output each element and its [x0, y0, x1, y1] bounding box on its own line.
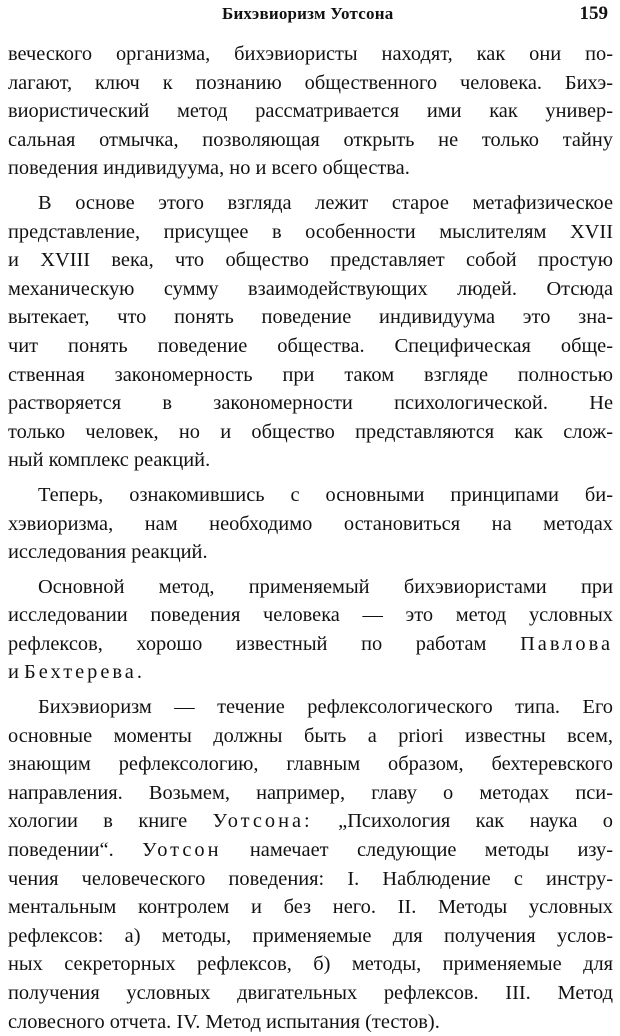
text-line	[8, 630, 613, 659]
text-line: ственная закономерность при таком взгляде полностью	[8, 363, 613, 386]
text-line: и XVIII века, что общество представляет собой простую	[8, 249, 613, 272]
paragraph-3	[8, 481, 613, 567]
spaced-name: Бехтерева.	[24, 661, 145, 684]
text-line: представление, присущее в особенности мыслителям XVII	[8, 220, 613, 243]
text-line: механическую сумму взаимодействующих людей. Отсюда	[8, 277, 613, 300]
running-head: Бихэвиоризм Уотсона	[222, 4, 394, 23]
text-line: направления. Возьмем, например, главу о методах пси-	[8, 781, 613, 804]
text-line: сальная отмычка, позволяющая открыть не только тайну	[8, 128, 613, 151]
text-line	[8, 658, 613, 687]
body-text	[8, 40, 613, 1036]
text-line: лагают, ключ к познанию общественного человека. Бихэ-	[8, 71, 613, 94]
text-fragment: намечает следующие методы изу-	[249, 839, 613, 862]
paragraph-5	[8, 693, 613, 1036]
paragraph-1	[8, 40, 613, 183]
text-line: только человек, но и общество представляются как слож-	[8, 420, 613, 443]
text-line: Теперь, ознакомившись с основными принципами би-	[38, 483, 613, 506]
text-line: виористический метод рассматривается ими как универ-	[8, 100, 613, 123]
text-line: Бихэвиоризм — течение рефлексологического типа. Его	[38, 696, 613, 719]
text-line: чит понять поведение общества. Специфическая обще-	[8, 334, 613, 357]
text-line: ных секреторных рефлексов, б) методы, применяемые для	[8, 953, 613, 976]
text-line: ный комплекс реакций.	[8, 449, 211, 472]
text-line: растворяется в закономерности психологической. Не	[8, 392, 613, 415]
text-line: получения условных двигательных рефлексов. III. Метод	[8, 982, 613, 1004]
spaced-name: Уотсона:	[212, 810, 313, 833]
text-fragment: рефлексов, хорошо известный по работам	[8, 632, 487, 655]
text-line: чения человеческого поведения: I. Наблюдение с инстру-	[8, 867, 613, 890]
text-line: хэвиоризма, нам необходимо остановиться на методах	[8, 512, 613, 535]
text-line: словесного отчета. IV. Метод испытания (тестов).	[8, 1010, 440, 1033]
page-number: 159	[579, 3, 608, 24]
paragraph-2	[8, 189, 613, 475]
text-line: поведения индивидуума, но и всего общества.	[8, 157, 410, 180]
text-line: вытекает, что понять поведение индивидуума это зна-	[8, 306, 613, 329]
text-line: рефлексов: а) методы, применяемые для получения услов-	[8, 924, 613, 947]
text-line: основные моменты должны быть a priori известны всем,	[8, 724, 613, 747]
text-fragment: хологии в книге	[8, 810, 188, 833]
text-line: знающим рефлексологию, главным образом, бехтеревского	[8, 753, 613, 776]
text-line: В основе этого взгляда лежит старое метафизическое	[38, 191, 613, 214]
text-fragment: „Психология как наука о	[338, 810, 613, 833]
text-line: Основной метод, применяемый бихэвиористами при	[38, 575, 613, 598]
text-line: веческого организма, бихэвиористы находят, как они по-	[8, 43, 613, 65]
spaced-name: Павлова	[520, 632, 613, 655]
spaced-name: Уотсон	[142, 839, 222, 862]
text-fragment: и	[8, 661, 19, 684]
text-line	[8, 807, 613, 836]
text-line	[8, 836, 613, 865]
text-fragment: поведении“.	[8, 839, 114, 862]
text-line: исследования реакций.	[8, 541, 208, 564]
text-line: ментальным контролем и без него. II. Методы условных	[8, 896, 613, 919]
paragraph-4	[8, 573, 613, 687]
text-line: исследовании поведения человека — это метод условных	[8, 604, 613, 627]
